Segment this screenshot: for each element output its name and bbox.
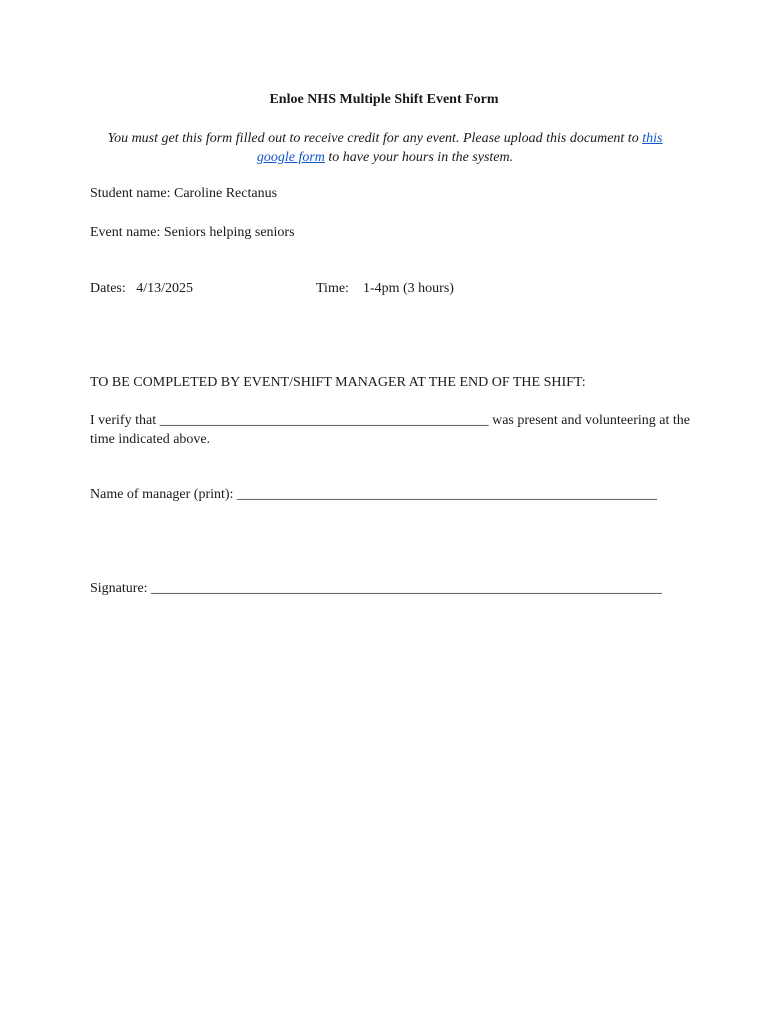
- time-label: Time:: [316, 281, 349, 296]
- dates-line: [90, 281, 193, 297]
- dates-label: Dates:: [90, 281, 126, 296]
- student-name-label: Student name:: [90, 186, 171, 201]
- manager-name-label: Name of manager (print):: [90, 487, 234, 502]
- google-form-link[interactable]: this google form: [256, 131, 663, 165]
- signature-label: Signature:: [90, 581, 148, 596]
- student-name-value: Caroline Rectanus: [174, 186, 278, 201]
- verify-volunteer-blank[interactable]: _______________________________________________: [159, 413, 489, 428]
- instructions-after-link: to have your hours in the system.: [324, 150, 514, 165]
- verify-after-blank: was present and volunteering at the time indicated above.: [90, 413, 690, 447]
- verify-before-blank: I verify that: [90, 413, 160, 428]
- form-title: Enloe NHS Multiple Shift Event Form: [269, 92, 499, 107]
- manager-name-line: [90, 487, 657, 503]
- verify-statement: [90, 411, 690, 449]
- manager-name-blank[interactable]: ____________________________________________________________: [236, 487, 657, 502]
- event-name-line: [90, 225, 295, 241]
- time-value: 1-4pm (3 hours): [362, 281, 454, 296]
- instructions-before-link: You must get this form filled out to receive credit for any event. Please upload this document to: [107, 131, 643, 146]
- dates-value: 4/13/2025: [136, 281, 194, 296]
- time-line: [316, 281, 454, 297]
- signature-blank[interactable]: _________________________________________________________________________: [151, 581, 663, 596]
- manager-section-heading: TO BE COMPLETED BY EVENT/SHIFT MANAGER AT THE END OF THE SHIFT:: [90, 375, 586, 390]
- event-name-value: Seniors helping seniors: [163, 225, 295, 240]
- student-name-line: [90, 186, 277, 202]
- instructions-text: [100, 129, 670, 167]
- event-name-label: Event name:: [90, 225, 161, 240]
- signature-line: [90, 581, 662, 597]
